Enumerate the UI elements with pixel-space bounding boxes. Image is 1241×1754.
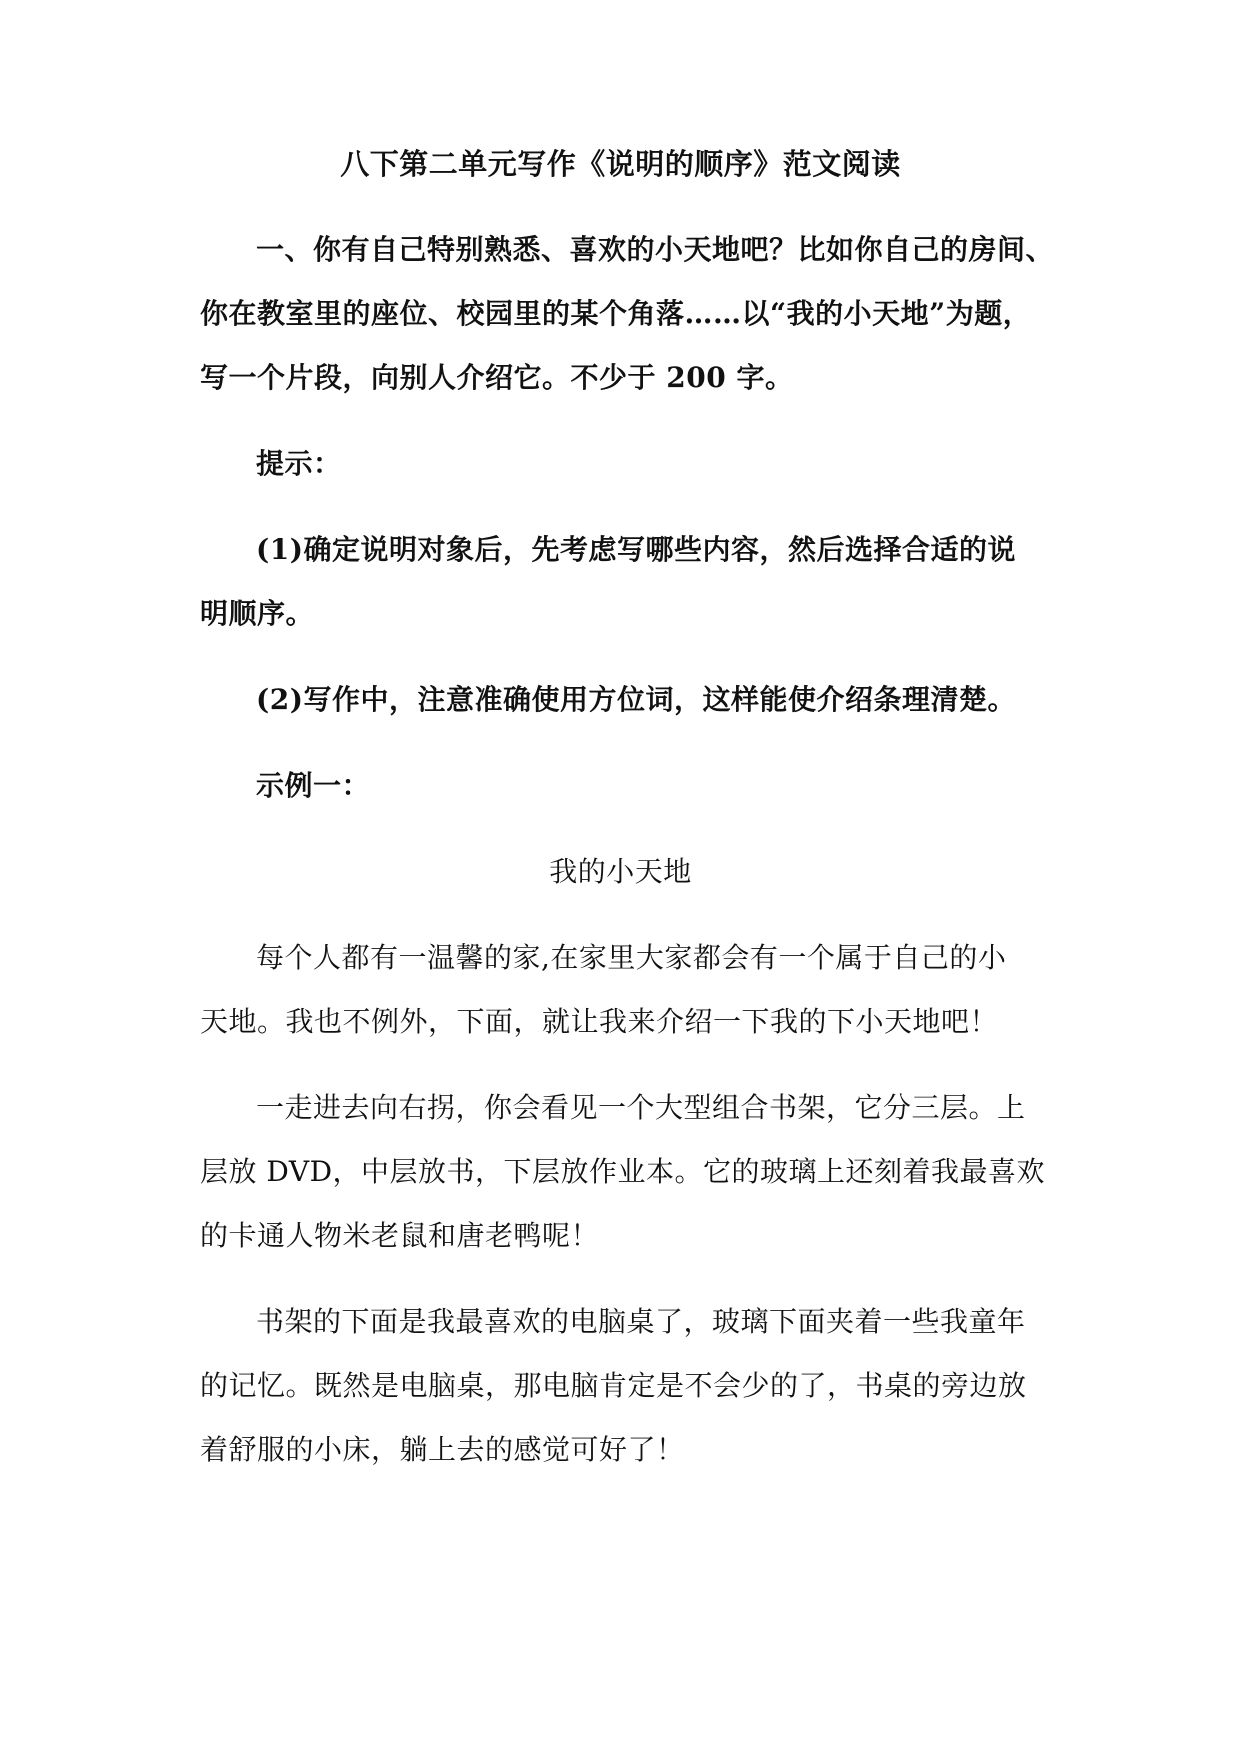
prompt-line-2: 你在教室里的座位、校园里的某个角落……以“我的小天地”为题， bbox=[200, 297, 1032, 330]
paragraph-2-line-1: 一走进去向右拐，你会看见一个大型组合书架，它分三层。上 bbox=[256, 1091, 1026, 1124]
paragraph-2-line-2: 层放 DVD，中层放书，下层放作业本。它的玻璃上还刻着我最喜欢 bbox=[200, 1155, 1046, 1188]
hint-2: (2)写作中，注意准确使用方位词，这样能使介绍条理清楚。 bbox=[256, 683, 1016, 716]
paragraph-1-line-2: 天地。我也不例外，下面，就让我来介绍一下我的下小天地吧！ bbox=[200, 1005, 999, 1038]
paragraph-3-line-1: 书架的下面是我最喜欢的电脑桌了，玻璃下面夹着一些我童年 bbox=[256, 1305, 1026, 1338]
document-title: 八下第二单元写作《说明的顺序》范文阅读 bbox=[340, 147, 901, 181]
example-label: 示例一： bbox=[256, 769, 371, 802]
hint-1-line-2: 明顺序。 bbox=[200, 597, 315, 630]
essay-title: 我的小天地 bbox=[549, 855, 692, 888]
paragraph-2-line-3: 的卡通人物米老鼠和唐老鸭呢！ bbox=[200, 1219, 600, 1252]
prompt-line-3: 写一个片段，向别人介绍它。不少于 200 字。 bbox=[200, 361, 794, 394]
paragraph-3-line-3: 着舒服的小床，躺上去的感觉可好了！ bbox=[200, 1433, 685, 1466]
hint-1-line-1: (1)确定说明对象后，先考虑写哪些内容，然后选择合适的说 bbox=[256, 533, 1016, 566]
paragraph-3-line-2: 的记忆。既然是电脑桌，那电脑肯定是不会少的了，书桌的旁边放 bbox=[200, 1369, 1027, 1402]
hint-label: 提示： bbox=[256, 447, 342, 480]
paragraph-1-line-1: 每个人都有一温馨的家,在家里大家都会有一个属于自己的小 bbox=[256, 941, 1007, 974]
prompt-line-1: 一、你有自己特别熟悉、喜欢的小天地吧？比如你自己的房间、 bbox=[256, 233, 1055, 266]
